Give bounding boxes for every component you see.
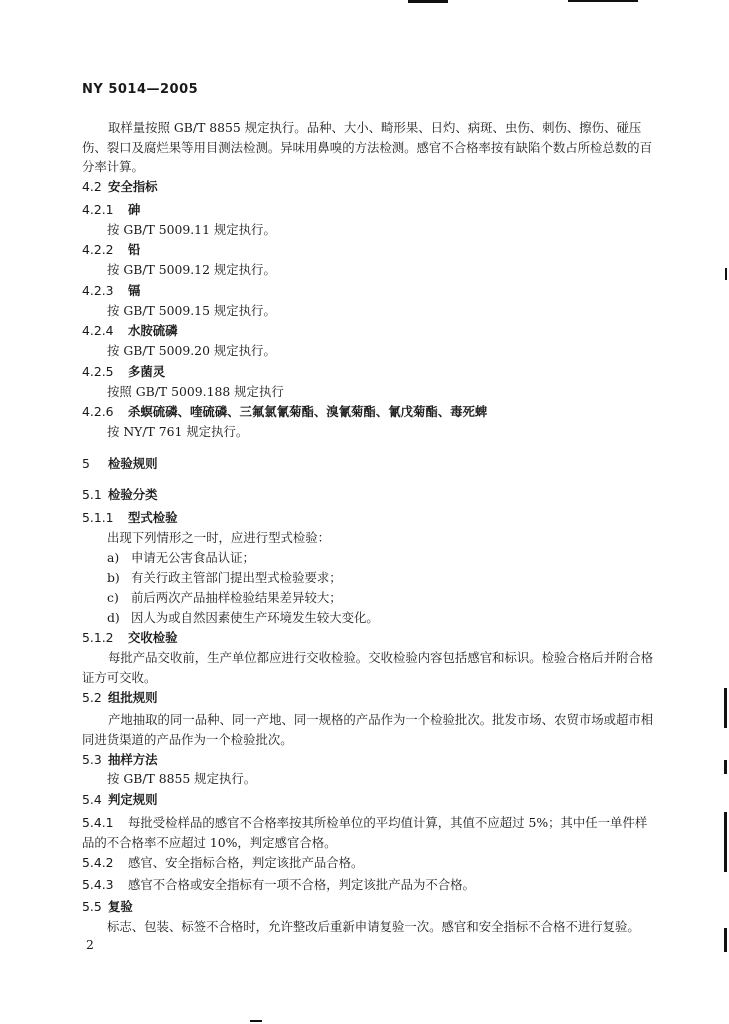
section-5-4-3 bbox=[82, 875, 475, 895]
list-item-letter: a) bbox=[107, 550, 120, 565]
section-number: 5.4.2 bbox=[82, 855, 114, 870]
section-4-2-6-body: 按 NY/T 761 规定执行。 bbox=[107, 424, 249, 439]
section-title: 铅 bbox=[128, 242, 141, 257]
section-title: 安全指标 bbox=[108, 179, 158, 194]
section-5-1-2-body: 每批产品交收前，生产单位都应进行交收检验。交收检验内容包括感官和标识。检验合格后并附合格证方可交收。 bbox=[82, 650, 654, 685]
list-item-text: 前后两次产品抽样检验结果差异较大； bbox=[131, 590, 342, 605]
section-title: 判定规则 bbox=[108, 792, 158, 807]
section-5-4-1-body: 每批受检样品的感官不合格率按其所检单位的平均值计算，其值不应超过 5%；其中任一单件样品的不合格率不应超过 10%，判定感官合格。 bbox=[82, 815, 648, 850]
section-4-2-1-body: 按 GB/T 5009.11 规定执行。 bbox=[107, 222, 276, 237]
section-5-2-body: 产地抽取的同一品种、同一产地、同一规格的产品作为一个检验批次。批发市场、农贸市场或超市相同进货渠道的产品作为一个检验批次。 bbox=[82, 712, 654, 747]
scan-artifact bbox=[724, 812, 727, 872]
section-number: 5.4 bbox=[82, 792, 102, 807]
section-title: 杀螟硫磷、喹硫磷、三氟氯氰菊酯、溴氰菊酯、氰戊菊酯、毒死蜱 bbox=[128, 404, 488, 419]
section-number: 4.2 bbox=[82, 179, 102, 194]
section-number: 4.2.6 bbox=[82, 404, 114, 419]
section-title: 复验 bbox=[108, 899, 133, 914]
section-5-2-heading bbox=[82, 688, 158, 708]
section-number: 5.5 bbox=[82, 899, 102, 914]
section-5-1-2-heading bbox=[82, 628, 178, 648]
section-number: 4.2.5 bbox=[82, 364, 114, 379]
section-4-2-6-heading bbox=[82, 402, 487, 422]
scan-artifact bbox=[724, 688, 727, 728]
section-number: 4.2.4 bbox=[82, 323, 114, 338]
section-title: 型式检验 bbox=[128, 510, 178, 525]
list-item-letter: c) bbox=[107, 590, 119, 605]
section-5-5-body: 标志、包装、标签不合格时，允许整改后重新申请复验一次。感官和安全指标不合格不进行复验。 bbox=[107, 919, 640, 934]
section-4-2-3-body: 按 GB/T 5009.15 规定执行。 bbox=[107, 303, 276, 318]
section-title: 交收检验 bbox=[128, 630, 178, 645]
scan-artifact bbox=[724, 760, 727, 774]
section-title: 组批规则 bbox=[108, 690, 158, 705]
section-5-3-body: 按 GB/T 8855 规定执行。 bbox=[107, 771, 257, 786]
section-number: 5.1.2 bbox=[82, 630, 114, 645]
section-number: 5.1.1 bbox=[82, 510, 114, 525]
section-5-4-heading bbox=[82, 790, 158, 810]
list-item-text: 有关行政主管部门提出型式检验要求； bbox=[131, 570, 342, 585]
list-item bbox=[107, 548, 255, 568]
section-4-2-5-heading bbox=[82, 362, 165, 382]
section-5-4-2-body: 感官、安全指标合格，判定该批产品合格。 bbox=[128, 855, 364, 870]
section-4-2-4-body: 按 GB/T 5009.20 规定执行。 bbox=[107, 343, 276, 358]
scan-artifact bbox=[724, 928, 727, 952]
section-number: 5.1 bbox=[82, 487, 102, 502]
section-5-heading bbox=[82, 454, 158, 474]
section-5-4-1 bbox=[82, 813, 656, 852]
section-5-1-heading bbox=[82, 485, 158, 505]
list-item-text: 因人为或自然因素使生产环境发生较大变化。 bbox=[131, 610, 379, 625]
intro-paragraph: 取样量按照 GB/T 8855 规定执行。品种、大小、畸形果、日灼、病斑、虫伤、刺伤、擦伤、碰压伤、裂口及腐烂果等用目测法检测。异味用鼻嗅的方法检测。感官不合格率按有缺陷个数占所检总数的百分率计算。 bbox=[82, 120, 652, 174]
section-number: 5.3 bbox=[82, 752, 102, 767]
section-title: 镉 bbox=[128, 283, 141, 298]
section-5-1-1-body: 出现下列情形之一时，应进行型式检验： bbox=[107, 530, 331, 545]
section-5-4-2 bbox=[82, 853, 363, 873]
section-4-2-4-heading bbox=[82, 321, 178, 341]
section-number: 4.2.2 bbox=[82, 242, 114, 257]
section-title: 砷 bbox=[128, 202, 141, 217]
section-title: 检验规则 bbox=[108, 456, 158, 471]
scan-artifact bbox=[408, 0, 448, 3]
section-4-2-5-body: 按照 GB/T 5009.188 规定执行 bbox=[107, 384, 284, 399]
section-title: 抽样方法 bbox=[108, 752, 158, 767]
section-4-2-heading bbox=[82, 177, 158, 197]
section-title: 检验分类 bbox=[108, 487, 158, 502]
list-item bbox=[107, 588, 342, 608]
section-4-2-2-heading bbox=[82, 240, 140, 260]
list-item bbox=[107, 568, 342, 588]
section-4-2-1-heading bbox=[82, 200, 140, 220]
section-5-4-3-body: 感官不合格或安全指标有一项不合格，判定该批产品为不合格。 bbox=[128, 877, 475, 892]
section-number: 5.2 bbox=[82, 690, 102, 705]
standard-code: NY 5014—2005 bbox=[82, 82, 199, 97]
section-title: 多菌灵 bbox=[128, 364, 166, 379]
section-number: 4.2.3 bbox=[82, 283, 114, 298]
list-item bbox=[107, 608, 379, 628]
section-5-1-1-heading bbox=[82, 508, 178, 528]
section-number: 5.4.1 bbox=[82, 815, 114, 830]
scan-artifact bbox=[250, 1020, 262, 1022]
list-item-letter: d) bbox=[107, 610, 120, 625]
section-5-5-heading bbox=[82, 897, 133, 917]
section-5-3-heading bbox=[82, 750, 158, 770]
list-item-letter: b) bbox=[107, 570, 120, 585]
section-number: 4.2.1 bbox=[82, 202, 114, 217]
page-number: 2 bbox=[86, 937, 94, 952]
scan-artifact bbox=[568, 0, 638, 2]
list-item-text: 申请无公害食品认证； bbox=[131, 550, 255, 565]
section-number: 5 bbox=[82, 456, 90, 471]
section-number: 5.4.3 bbox=[82, 877, 114, 892]
section-4-2-3-heading bbox=[82, 281, 140, 301]
section-title: 水胺硫磷 bbox=[128, 323, 178, 338]
scan-artifact bbox=[725, 268, 727, 280]
section-4-2-2-body: 按 GB/T 5009.12 规定执行。 bbox=[107, 262, 276, 277]
